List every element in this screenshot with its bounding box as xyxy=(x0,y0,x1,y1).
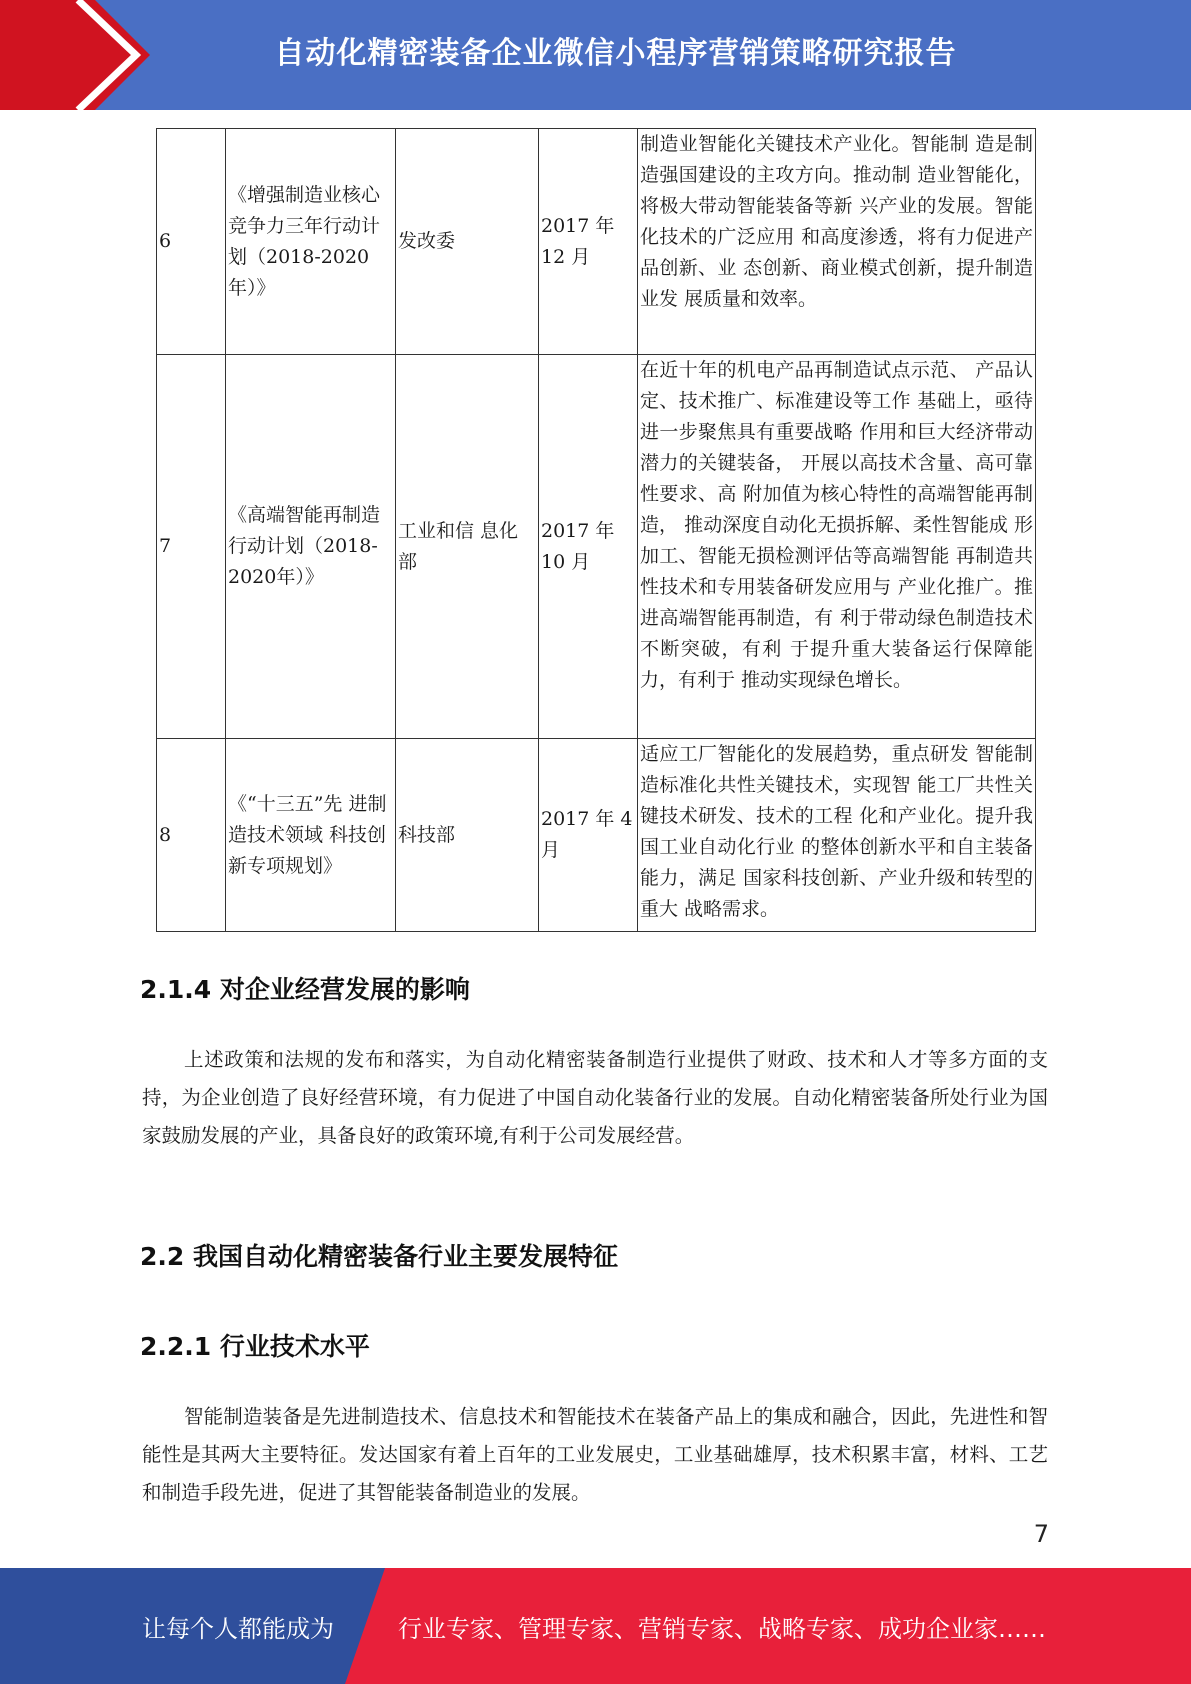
table-row xyxy=(157,129,1036,355)
footer-slogan-right: 行业专家、管理专家、营销专家、战略专家、成功企业家…… xyxy=(398,1614,1046,1643)
section-heading-2-1-4: 2.1.4 对企业经营发展的影响 xyxy=(140,975,470,1004)
page-number: 7 xyxy=(1033,1520,1049,1548)
issue-date: 2017 年 4 月 xyxy=(539,739,638,932)
issuing-department: 发改委 xyxy=(396,129,539,355)
policy-description: 在近十年的机电产品再制造试点示范、 产品认定、技术推广、标准建设等工作 基础上，亟待进一步聚焦具有重要战略 作用和巨大经济带动潜力的关键装备， 开展以高技术含量、高可靠性要求、高 附加值为核心特性的高端智能再制造， 推动深度自动化无损拆解、柔性智能成 形加工、智能无损检测评估等高端智能 再制造共性技术和专用装备研发应用与 产业化推广。推进高端智能再制造，有 利于带动绿色制造技术不断突破，有利 于提升重大装备运行保障能力，有利于 推动实现绿色增长。 xyxy=(638,355,1036,739)
section-paragraph-2-2-1: 智能制造装备是先进制造技术、信息技术和智能技术在装备产品上的集成和融合，因此，先进性和智能性是其两大主要特征。发达国家有着上百年的工业发展史，工业基础雄厚，技术积累丰富，材料、工艺和制造手段先进，促进了其智能装备制造业的发展。 xyxy=(142,1405,1048,1504)
issuing-department: 科技部 xyxy=(396,739,539,932)
section-paragraph-2-1-4: 上述政策和法规的发布和落实，为自动化精密装备制造行业提供了财政、技术和人才等多方面的支持，为企业创造了良好经营环境，有力促进了中国自动化装备行业的发展。自动化精密装备所处行业为国家鼓励发展的产业，具备良好的政策环境,有利于公司发展经营。 xyxy=(142,1048,1048,1147)
issue-date: 2017 年 12 月 xyxy=(539,129,638,355)
report-title: 自动化精密装备企业微信小程序营销策略研究报告 xyxy=(274,36,957,71)
table-row xyxy=(157,355,1036,739)
red-chevron-shape xyxy=(0,0,150,110)
page-header xyxy=(0,0,1191,110)
policy-name: 《“十三五”先 进制造技术领域 科技创新专项规划》 xyxy=(226,739,396,932)
policy-name: 《高端智能再制造行动计划（2018-2020年）》 xyxy=(226,355,396,739)
policy-table xyxy=(156,128,1036,932)
table-row xyxy=(157,739,1036,932)
row-number: 7 xyxy=(157,355,226,739)
policy-description: 适应工厂智能化的发展趋势，重点研发 智能制造标准化共性关键技术，实现智 能工厂共性关键技术研发、技术的工程 化和产业化。提升我国工业自动化行业 的整体创新水平和自主装备能力，满足 国家科技创新、产业升级和转型的重大 战略需求。 xyxy=(638,739,1036,932)
section-heading-2-2: 2.2 我国自动化精密装备行业主要发展特征 xyxy=(140,1242,618,1271)
row-number: 8 xyxy=(157,739,226,932)
issuing-department: 工业和信 息化部 xyxy=(396,355,539,739)
footer-slogan-left: 让每个人都能成为 xyxy=(142,1614,334,1643)
policy-name: 《增强制造业核心竞争力三年行动计划（2018-2020年）》 xyxy=(226,129,396,355)
policy-description: 制造业智能化关键技术产业化。智能制 造是制造强国建设的主攻方向。推动制 造业智能化，将极大带动智能装备等新 兴产业的发展。智能化技术的广泛应用 和高度渗透，将有力促进产品创新、业 态创新、商业模式创新，提升制造业发 展质量和效率。 xyxy=(638,129,1036,355)
row-number: 6 xyxy=(157,129,226,355)
page-footer xyxy=(0,1568,1191,1684)
issue-date: 2017 年 10 月 xyxy=(539,355,638,739)
section-heading-2-2-1: 2.2.1 行业技术水平 xyxy=(140,1332,370,1361)
